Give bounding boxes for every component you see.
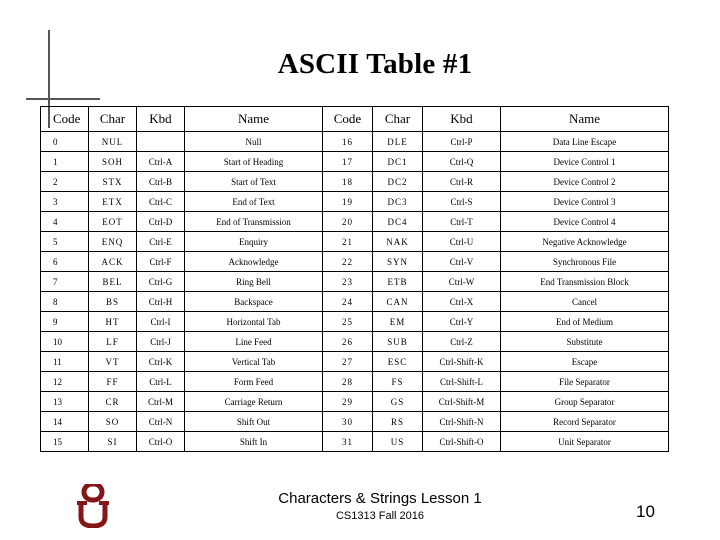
table-row: [41, 332, 669, 352]
code-cell: 30: [323, 412, 373, 432]
name-cell: Cancel: [501, 292, 669, 312]
char-cell: ESC: [373, 352, 423, 372]
code-cell: 18: [323, 172, 373, 192]
kbd-cell: Ctrl-Q: [423, 152, 501, 172]
char-cell: DC4: [373, 212, 423, 232]
kbd-cell: Ctrl-Shift-K: [423, 352, 501, 372]
kbd-cell: Ctrl-R: [423, 172, 501, 192]
name-cell: End of Transmission: [185, 212, 323, 232]
code-cell: 26: [323, 332, 373, 352]
code-cell: 29: [323, 392, 373, 412]
code-cell: 3: [41, 192, 89, 212]
code-cell: 5: [41, 232, 89, 252]
kbd-cell: [137, 132, 185, 152]
table-row: [41, 292, 669, 312]
name-cell: Shift In: [185, 432, 323, 452]
char-cell: EM: [373, 312, 423, 332]
code-cell: 17: [323, 152, 373, 172]
kbd-cell: Ctrl-W: [423, 272, 501, 292]
char-cell: LF: [89, 332, 137, 352]
code-cell: 23: [323, 272, 373, 292]
column-header: Name: [501, 107, 669, 132]
code-cell: 4: [41, 212, 89, 232]
code-cell: 2: [41, 172, 89, 192]
table-row: [41, 252, 669, 272]
name-cell: Line Feed: [185, 332, 323, 352]
name-cell: Acknowledge: [185, 252, 323, 272]
code-cell: 12: [41, 372, 89, 392]
table-row: [41, 152, 669, 172]
char-cell: ETB: [373, 272, 423, 292]
table-row: [41, 172, 669, 192]
name-cell: Horizontal Tab: [185, 312, 323, 332]
kbd-cell: Ctrl-O: [137, 432, 185, 452]
ou-logo: [76, 484, 110, 528]
name-cell: Negative Acknowledge: [501, 232, 669, 252]
code-cell: 11: [41, 352, 89, 372]
table-row: [41, 232, 669, 252]
name-cell: End of Medium: [501, 312, 669, 332]
char-cell: SUB: [373, 332, 423, 352]
table-row: [41, 412, 669, 432]
kbd-cell: Ctrl-Shift-O: [423, 432, 501, 452]
table-row: [41, 392, 669, 412]
code-cell: 13: [41, 392, 89, 412]
char-cell: ENQ: [89, 232, 137, 252]
name-cell: Synchronous File: [501, 252, 669, 272]
decorative-horizontal-line: [26, 98, 100, 100]
table-row: [41, 432, 669, 452]
char-cell: DC2: [373, 172, 423, 192]
char-cell: NAK: [373, 232, 423, 252]
kbd-cell: Ctrl-K: [137, 352, 185, 372]
ascii-table: [40, 106, 669, 452]
code-cell: 20: [323, 212, 373, 232]
kbd-cell: Ctrl-E: [137, 232, 185, 252]
kbd-cell: Ctrl-Shift-N: [423, 412, 501, 432]
char-cell: ACK: [89, 252, 137, 272]
name-cell: Device Control 1: [501, 152, 669, 172]
char-cell: DC3: [373, 192, 423, 212]
kbd-cell: Ctrl-P: [423, 132, 501, 152]
table-row: [41, 372, 669, 392]
code-cell: 22: [323, 252, 373, 272]
char-cell: ETX: [89, 192, 137, 212]
kbd-cell: Ctrl-N: [137, 412, 185, 432]
code-cell: 8: [41, 292, 89, 312]
name-cell: Backspace: [185, 292, 323, 312]
name-cell: Substitute: [501, 332, 669, 352]
code-cell: 6: [41, 252, 89, 272]
code-cell: 28: [323, 372, 373, 392]
name-cell: Device Control 2: [501, 172, 669, 192]
table-row: [41, 312, 669, 332]
table-row: [41, 272, 669, 292]
kbd-cell: Ctrl-D: [137, 212, 185, 232]
kbd-cell: Ctrl-V: [423, 252, 501, 272]
name-cell: Start of Heading: [185, 152, 323, 172]
code-cell: 21: [323, 232, 373, 252]
name-cell: Ring Bell: [185, 272, 323, 292]
kbd-cell: Ctrl-L: [137, 372, 185, 392]
kbd-cell: Ctrl-Shift-L: [423, 372, 501, 392]
column-header: Kbd: [423, 107, 501, 132]
kbd-cell: Ctrl-A: [137, 152, 185, 172]
name-cell: Form Feed: [185, 372, 323, 392]
char-cell: SO: [89, 412, 137, 432]
kbd-cell: Ctrl-B: [137, 172, 185, 192]
name-cell: Enquiry: [185, 232, 323, 252]
kbd-cell: Ctrl-M: [137, 392, 185, 412]
char-cell: GS: [373, 392, 423, 412]
char-cell: STX: [89, 172, 137, 192]
code-cell: 24: [323, 292, 373, 312]
kbd-cell: Ctrl-H: [137, 292, 185, 312]
kbd-cell: Ctrl-Y: [423, 312, 501, 332]
kbd-cell: Ctrl-Shift-M: [423, 392, 501, 412]
char-cell: NUL: [89, 132, 137, 152]
column-header: Char: [373, 107, 423, 132]
table-row: [41, 212, 669, 232]
char-cell: SOH: [89, 152, 137, 172]
code-cell: 1: [41, 152, 89, 172]
code-cell: 19: [323, 192, 373, 212]
char-cell: DLE: [373, 132, 423, 152]
kbd-cell: Ctrl-J: [137, 332, 185, 352]
name-cell: Start of Text: [185, 172, 323, 192]
name-cell: Shift Out: [185, 412, 323, 432]
column-header: Name: [185, 107, 323, 132]
column-header: Code: [41, 107, 89, 132]
char-cell: HT: [89, 312, 137, 332]
code-cell: 9: [41, 312, 89, 332]
char-cell: FF: [89, 372, 137, 392]
table-row: [41, 132, 669, 152]
name-cell: Data Line Escape: [501, 132, 669, 152]
code-cell: 14: [41, 412, 89, 432]
char-cell: DC1: [373, 152, 423, 172]
page-number: 10: [636, 502, 655, 521]
code-cell: 27: [323, 352, 373, 372]
name-cell: Group Separator: [501, 392, 669, 412]
kbd-cell: Ctrl-C: [137, 192, 185, 212]
char-cell: CR: [89, 392, 137, 412]
char-cell: SI: [89, 432, 137, 452]
char-cell: RS: [373, 412, 423, 432]
kbd-cell: Ctrl-Z: [423, 332, 501, 352]
name-cell: End Transmission Block: [501, 272, 669, 292]
name-cell: Carriage Return: [185, 392, 323, 412]
footer-course: CS1313 Fall 2016: [335, 510, 425, 522]
footer-lesson: Characters & Strings Lesson 1: [278, 490, 482, 507]
char-cell: EOT: [89, 212, 137, 232]
kbd-cell: Ctrl-I: [137, 312, 185, 332]
char-cell: US: [373, 432, 423, 452]
name-cell: End of Text: [185, 192, 323, 212]
char-cell: BEL: [89, 272, 137, 292]
column-header: Kbd: [137, 107, 185, 132]
name-cell: Vertical Tab: [185, 352, 323, 372]
char-cell: VT: [89, 352, 137, 372]
table-header-row: [41, 107, 669, 132]
code-cell: 25: [323, 312, 373, 332]
column-header: Char: [89, 107, 137, 132]
column-header: Code: [323, 107, 373, 132]
kbd-cell: Ctrl-G: [137, 272, 185, 292]
name-cell: Escape: [501, 352, 669, 372]
table-row: [41, 192, 669, 212]
code-cell: 31: [323, 432, 373, 452]
name-cell: File Separator: [501, 372, 669, 392]
kbd-cell: Ctrl-F: [137, 252, 185, 272]
code-cell: 7: [41, 272, 89, 292]
name-cell: Null: [185, 132, 323, 152]
code-cell: 0: [41, 132, 89, 152]
code-cell: 16: [323, 132, 373, 152]
page-title: ASCII Table #1: [277, 48, 473, 80]
name-cell: Device Control 3: [501, 192, 669, 212]
kbd-cell: Ctrl-T: [423, 212, 501, 232]
code-cell: 10: [41, 332, 89, 352]
name-cell: Device Control 4: [501, 212, 669, 232]
code-cell: 15: [41, 432, 89, 452]
kbd-cell: Ctrl-X: [423, 292, 501, 312]
char-cell: SYN: [373, 252, 423, 272]
char-cell: CAN: [373, 292, 423, 312]
kbd-cell: Ctrl-U: [423, 232, 501, 252]
table-row: [41, 352, 669, 372]
char-cell: FS: [373, 372, 423, 392]
char-cell: BS: [89, 292, 137, 312]
name-cell: Record Separator: [501, 412, 669, 432]
name-cell: Unit Separator: [501, 432, 669, 452]
kbd-cell: Ctrl-S: [423, 192, 501, 212]
